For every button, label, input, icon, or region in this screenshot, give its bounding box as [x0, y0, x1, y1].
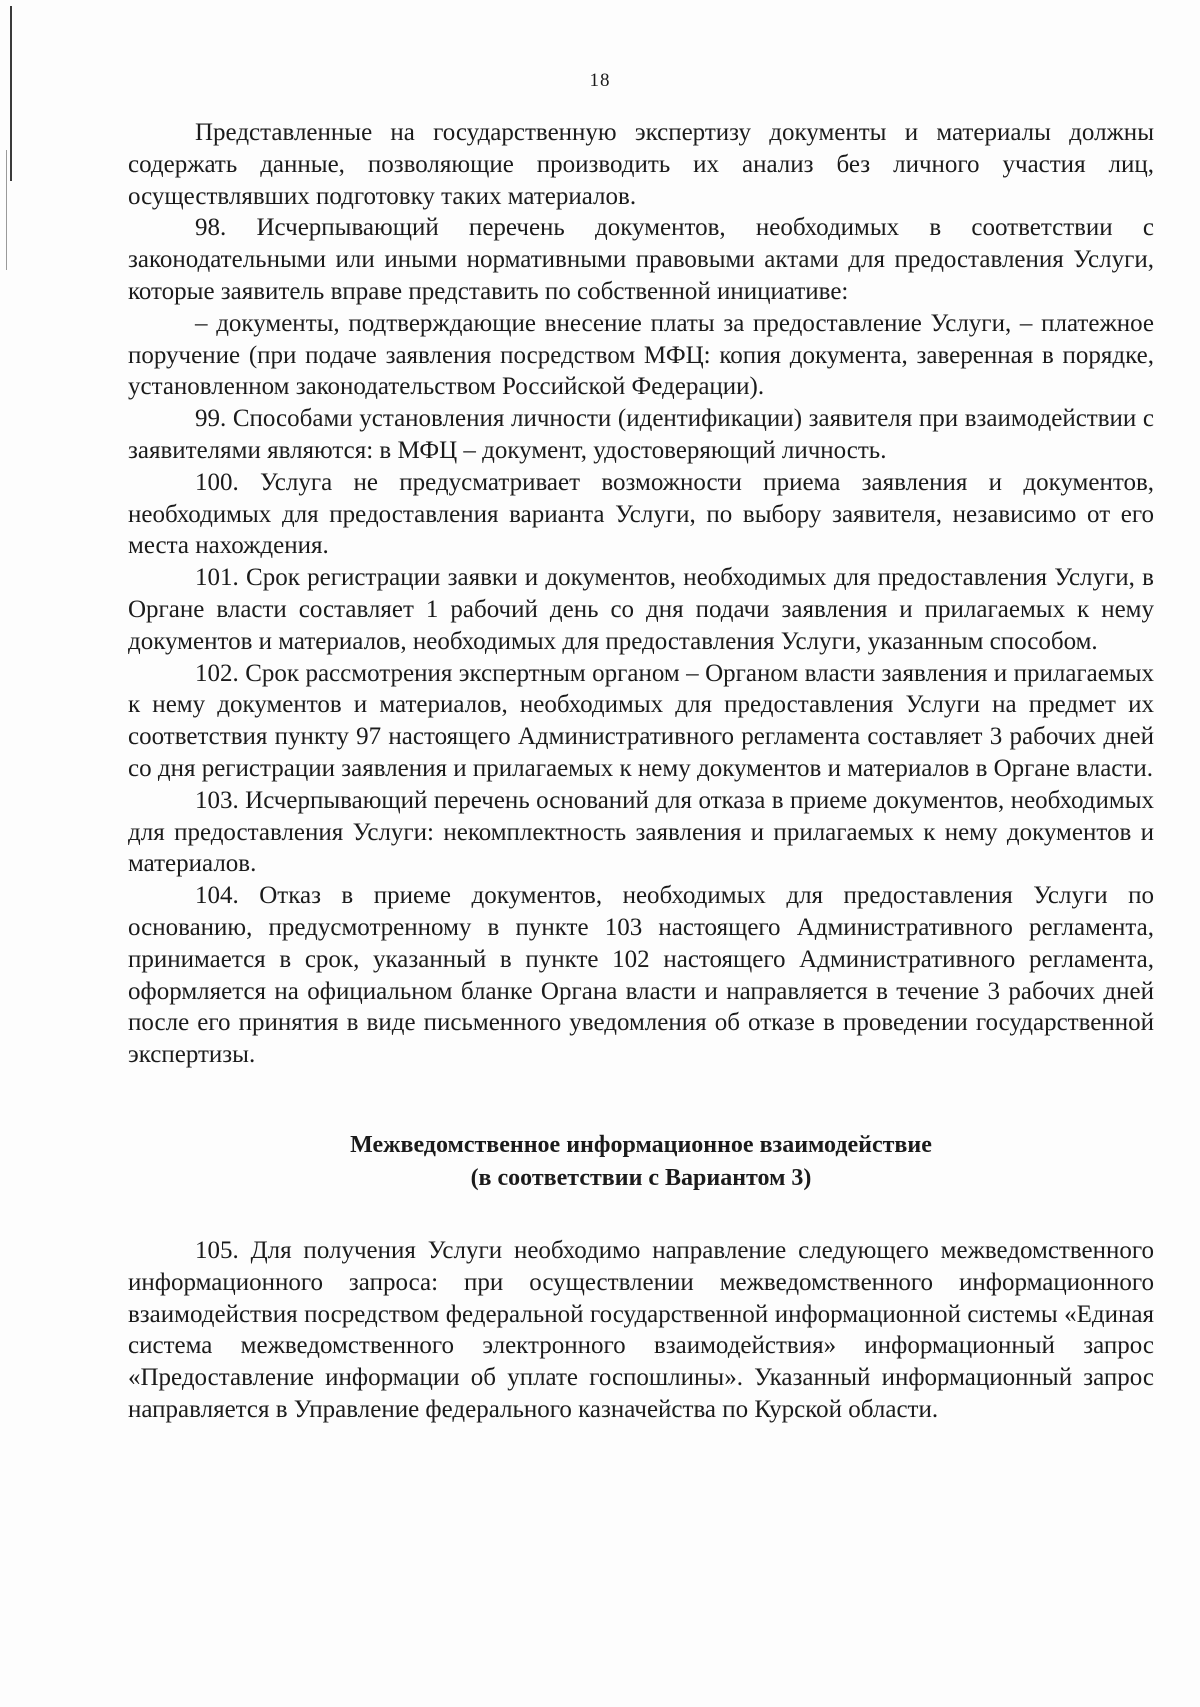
- paragraph-104: 104. Отказ в приеме документов, необходимых для предоставления Услуги по основанию, предусмотренному в пункте 103 настоящего Административного регламента, принимается в срок, указанный в пункте 102 настоящего Административного регламента, оформляется на официальном бланке Органа власти и направляется в течение 3 рабочих дней после его принятия в виде письменного уведомления об отказе в проведении государственной экспертизы.: [128, 882, 1154, 1069]
- paragraph-98: 98. Исчерпывающий перечень документов, необходимых в соответствии с законодательными или иными нормативными правовыми актами для предоставления Услуги, которые заявитель вправе представить по собственной инициативе:: [128, 214, 1154, 305]
- paragraph-100: 100. Услуга не предусматривает возможности приема заявления и документов, необходимых для предоставления варианта Услуги, по выбору заявителя, независимо от его места нахождения.: [128, 468, 1154, 560]
- paragraph-103: 103. Исчерпывающий перечень оснований для отказа в приеме документов, необходимых для предоставления Услуги: некомплектность заявления и прилагаемых к нему документов и материалов.: [128, 786, 1154, 878]
- page-number: 18: [589, 70, 611, 91]
- paragraph-intro: Представленные на государственную экспертизу документы и материалы должны содержать данные, позволяющие производить их анализ без личного участия лиц, осуществлявших подготовку таких материалов.: [128, 119, 1154, 210]
- section-heading: [128, 1129, 1154, 1195]
- paragraph-102: 102. Срок рассмотрения экспертным органом – Органом власти заявления и прилагаемых к нему документов и материалов, необходимых для предоставления Услуги на предмет их соответствия пункту 97 настоящего Административного регламента составляет 3 рабочих дней со дня регистрации заявления и прилагаемых к нему документов и материалов в Органе власти.: [128, 659, 1154, 782]
- scan-edge-line: [10, 6, 12, 181]
- paragraph-105: 105. Для получения Услуги необходимо направление следующего межведомственного информационного запроса: при осуществлении межведомственного информационного взаимодействия посредством федеральной государственной информационной системы «Единая система межведомственного электронного взаимодействия» информационный запрос «Предоставление информации об уплате госпошлины». Указанный информационный запрос направляется в Управление федерального казначейства по Курской области.: [128, 1236, 1154, 1423]
- section-heading-line-2: (в соответствии с Вариантом 3): [470, 1164, 812, 1191]
- paragraph-99: 99. Способами установления личности (идентификации) заявителя при взаимодействии с заявителями являются: в МФЦ – документ, удостоверяющий личность.: [128, 405, 1154, 464]
- paragraph-98-list-item: – документы, подтверждающие внесение платы за предоставление Услуги, – платежное поручение (при подаче заявления посредством МФЦ: копия документа, заверенная в порядке, установленном законодательством Российской Федерации).: [128, 309, 1154, 401]
- document-body: [128, 117, 1154, 1426]
- scan-edge-faint-line: [6, 150, 7, 270]
- section-heading-line-1: Межведомственное информационное взаимодействие: [350, 1131, 932, 1158]
- paragraph-101: 101. Срок регистрации заявки и документов, необходимых для предоставления Услуги, в Органе власти составляет 1 рабочий день со дня подачи заявления и прилагаемых к нему документов и материалов, необходимых для предоставления Услуги, указанным способом.: [128, 564, 1154, 655]
